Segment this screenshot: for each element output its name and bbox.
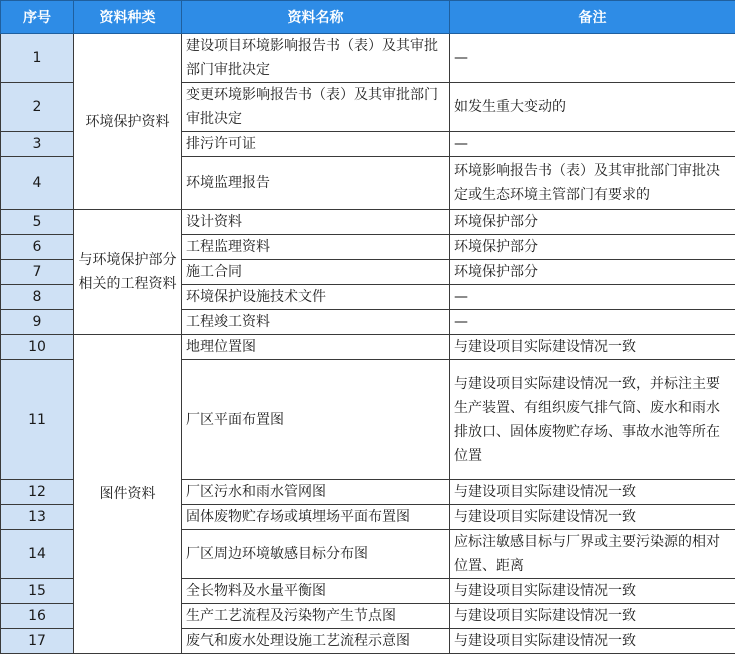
row-index: 1 [1,34,74,83]
row-index: 13 [1,505,74,530]
header-name: 资料名称 [182,1,450,34]
material-name: 排污许可证 [182,132,450,157]
material-note: 环境保护部分 [450,210,735,235]
row-index: 12 [1,480,74,505]
row-index: 14 [1,530,74,579]
material-name: 固体废物贮存场或填埋场平面布置图 [182,505,450,530]
header-note: 备注 [450,1,735,34]
material-note: 环境影响报告书（表）及其审批部门审批决定或生态环境主管部门有要求的 [450,157,735,210]
row-index: 15 [1,579,74,604]
material-note: 环境保护部分 [450,235,735,260]
material-name: 变更环境影响报告书（表）及其审批部门审批决定 [182,83,450,132]
row-index: 3 [1,132,74,157]
material-name: 厂区周边环境敏感目标分布图 [182,530,450,579]
material-name: 废气和废水处理设施工艺流程示意图 [182,629,450,654]
row-index: 16 [1,604,74,629]
category-cell: 图件资料 [74,335,182,654]
material-note: — [450,132,735,157]
row-index: 4 [1,157,74,210]
material-note: 环境保护部分 [450,260,735,285]
header-category: 资料种类 [74,1,182,34]
row-index: 2 [1,83,74,132]
row-index: 10 [1,335,74,360]
table-row [1,210,735,235]
material-name: 施工合同 [182,260,450,285]
category-cell: 环境保护资料 [74,34,182,210]
row-index: 7 [1,260,74,285]
material-note: — [450,285,735,310]
header-row [1,1,735,34]
header-index: 序号 [1,1,74,34]
material-note: 如发生重大变动的 [450,83,735,132]
material-name: 建设项目环境影响报告书（表）及其审批部门审批决定 [182,34,450,83]
material-note: — [450,34,735,83]
table-row [1,335,735,360]
material-name: 地理位置图 [182,335,450,360]
material-note: 与建设项目实际建设情况一致 [450,480,735,505]
material-name: 全长物料及水量平衡图 [182,579,450,604]
material-note: 与建设项目实际建设情况一致 [450,629,735,654]
row-index: 11 [1,360,74,480]
material-name: 厂区污水和雨水管网图 [182,480,450,505]
material-note: 与建设项目实际建设情况一致 [450,335,735,360]
row-index: 6 [1,235,74,260]
category-cell: 与环境保护部分相关的工程资料 [74,210,182,335]
material-note: 与建设项目实际建设情况一致 [450,579,735,604]
material-name: 工程监理资料 [182,235,450,260]
row-index: 17 [1,629,74,654]
row-index: 9 [1,310,74,335]
material-note: 与建设项目实际建设情况一致 [450,505,735,530]
material-note: 与建设项目实际建设情况一致 [450,604,735,629]
material-name: 厂区平面布置图 [182,360,450,480]
material-name: 环境监理报告 [182,157,450,210]
row-index: 8 [1,285,74,310]
material-name: 工程竣工资料 [182,310,450,335]
row-index: 5 [1,210,74,235]
material-name: 设计资料 [182,210,450,235]
material-note: 与建设项目实际建设情况一致，并标注主要生产装置、有组织废气排气筒、废水和雨水排放口、固体废物贮存场、事故水池等所在位置 [450,360,735,480]
table-row [1,34,735,83]
material-name: 环境保护设施技术文件 [182,285,450,310]
material-note: 应标注敏感目标与厂界或主要污染源的相对位置、距离 [450,530,735,579]
material-name: 生产工艺流程及污染物产生节点图 [182,604,450,629]
material-note: — [450,310,735,335]
